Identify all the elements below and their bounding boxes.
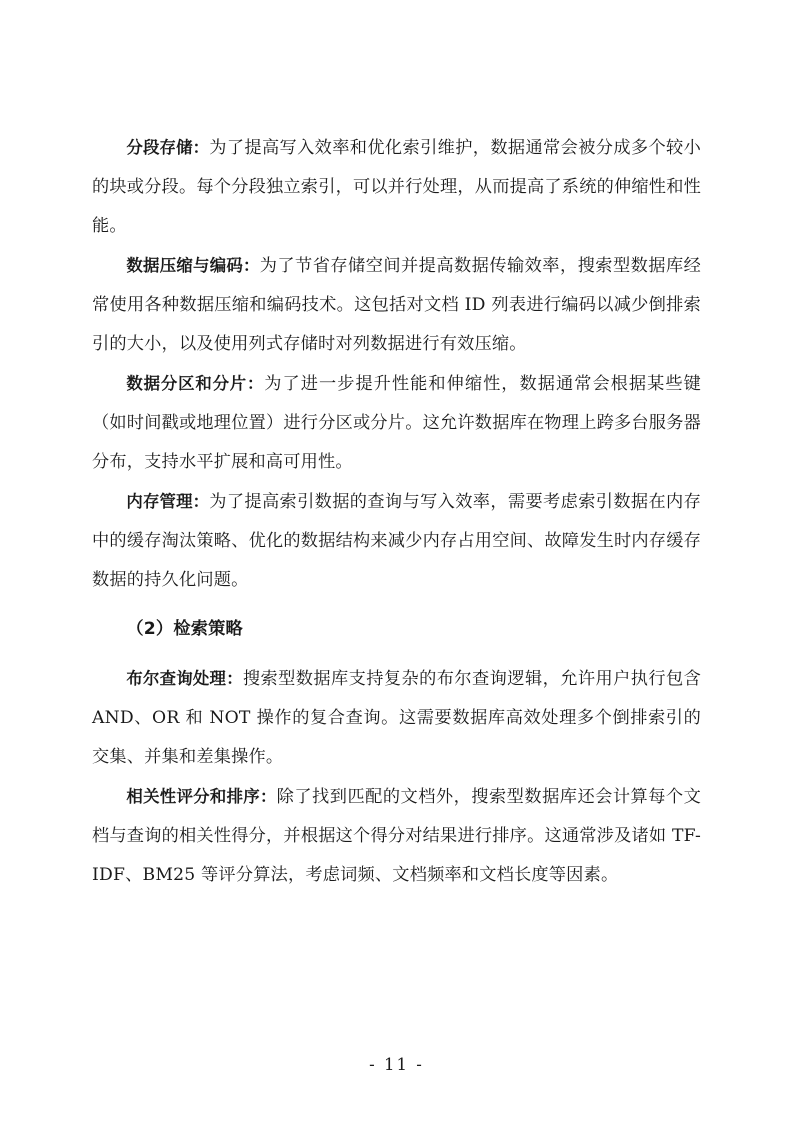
paragraph-text: 为了节省存储空间并提高数据传输效率，搜索型数据库经常使用各种数据压缩和编码技术。这包括对文档 ID 列表进行编码以减少倒排索引的大小，以及使用列式存储时对列数据进行有效压缩。 [92,256,701,354]
spacer [92,600,701,610]
page-number: - 11 - [369,1055,424,1074]
paragraph-data-compression [92,246,701,364]
document-body [92,128,701,895]
paragraph-lead-label: 相关性评分和排序： [126,787,277,806]
paragraph-lead-label: 数据压缩与编码： [126,256,260,275]
paragraph-text: 为了提高索引数据的查询与写入效率，需要考虑索引数据在内存中的缓存淘汰策略、优化的数据结构来减少内存占用空间、故障发生时内存缓存数据的持久化问题。 [92,492,701,590]
paragraph-text: 为了进一步提升性能和伸缩性，数据通常会根据某些键（如时间戳或地理位置）进行分区或分片。这允许数据库在物理上跨多台服务器分布，支持水平扩展和高可用性。 [92,374,702,472]
paragraph-text: 除了找到匹配的文档外，搜索型数据库还会计算每个文档与查询的相关性得分，并根据这个得分对结果进行排序。这通常涉及诸如 TF-IDF、BM25 等评分算法，考虑词频、文档频率和文档长度等因素。 [92,787,702,885]
paragraph-relevance-scoring [92,777,701,895]
section-heading-retrieval-strategy: （2）检索策略 [126,619,243,639]
paragraph-lead-label: 布尔查询处理： [126,669,243,688]
paragraph-lead-label: 内存管理： [126,492,210,511]
spacer [92,649,701,659]
paragraph-text: 为了提高写入效率和优化索引维护，数据通常会被分成多个较小的块或分段。每个分段独立索引，可以并行处理，从而提高了系统的伸缩性和性能。 [92,138,701,236]
paragraph-memory-management [92,482,701,600]
paragraph-lead-label: 分段存储： [126,138,210,157]
paragraph-data-partition [92,364,701,482]
paragraph-text: 搜索型数据库支持复杂的布尔查询逻辑，允许用户执行包含 AND、OR 和 NOT 操作的复合查询。这需要数据库高效处理多个倒排索引的交集、并集和差集操作。 [92,669,702,767]
paragraph-duan-duan-cun-chu [92,128,701,246]
paragraph-lead-label: 数据分区和分片： [126,374,265,393]
paragraph-boolean-query [92,659,701,777]
